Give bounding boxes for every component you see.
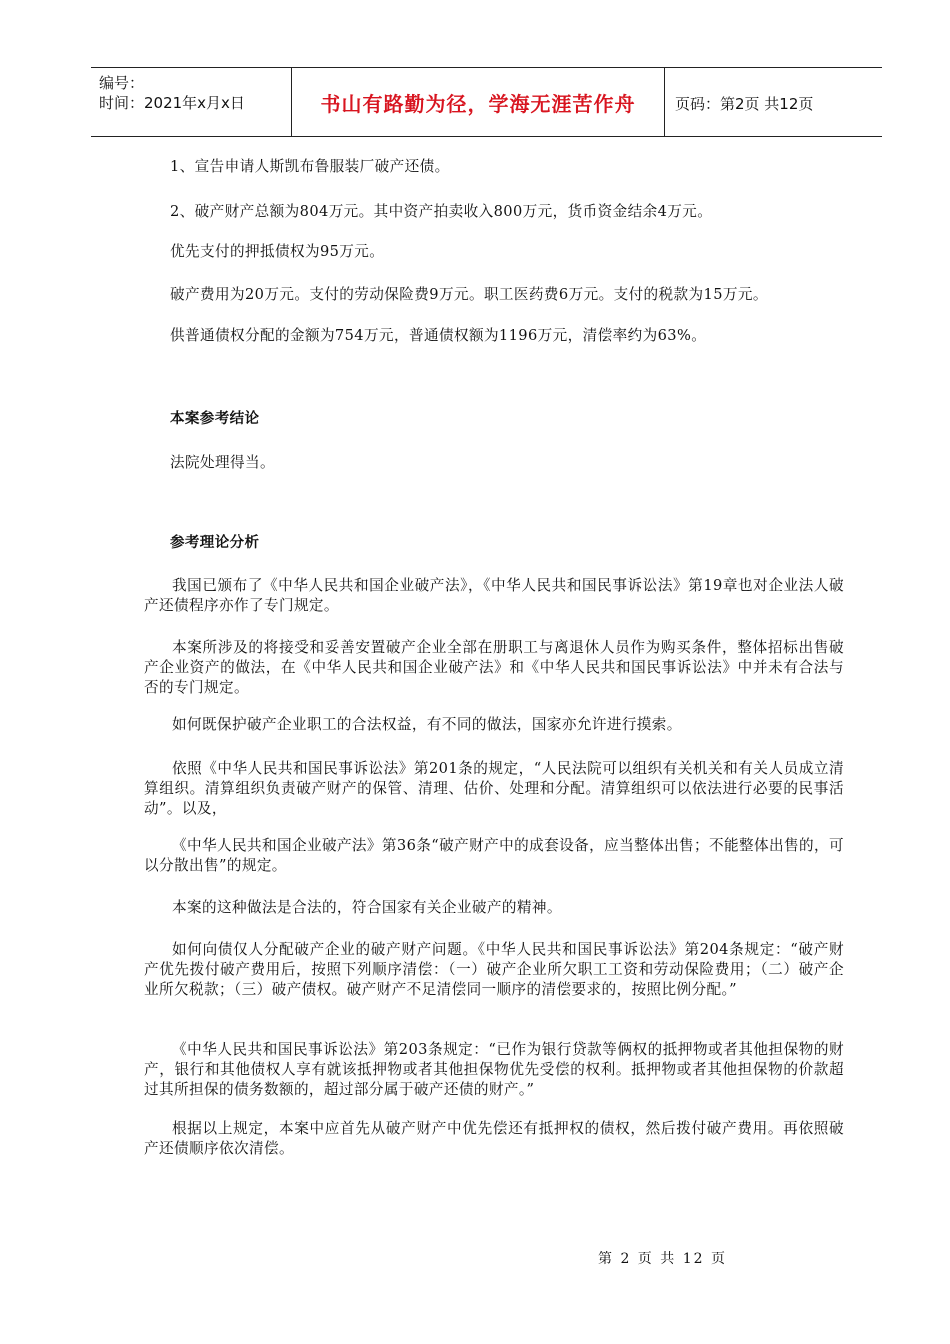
header-page-info: 页码：第2页 共12页 <box>675 95 814 113</box>
analysis-paragraph: 《中华人民共和国民事诉讼法》第203条规定：“已作为银行贷款等俩权的抵押物或者其他担保物的财产，银行和其他债权人享有就该抵押物或者其他担保物优先受偿的权利。抵押物或者其他担保物的价款超过其所担保的债务数额的，超过部分属于破产还债的财产。” <box>144 1041 844 1098</box>
analysis-paragraph: 《中华人民共和国企业破产法》第36条“破产财产中的成套设备，应当整体出售；不能整体出售的，可以分散出售”的规定。 <box>144 837 844 874</box>
conclusion-heading: 本案参考结论 <box>170 411 260 427</box>
result-item-1: 1、宣告申请人斯凯布鲁服装厂破产还债。 <box>170 158 450 175</box>
document-id-label: 编号： <box>99 74 145 92</box>
header-motto: 书山有路勤为径，学海无涯苦作舟 <box>292 68 665 136</box>
conclusion-text: 法院处理得当。 <box>170 454 275 471</box>
page-header <box>91 67 882 137</box>
result-item-5: 供普通债权分配的金额为754万元，普通债权额为1196万元，清偿率约为63%。 <box>170 327 707 344</box>
analysis-paragraph: 本案所涉及的将接受和妥善安置破产企业全部在册职工与离退休人员作为购买条件，整体招标出售破产企业资产的做法，在《中华人民共和国企业破产法》和《中华人民共和国民事诉讼法》中并未有合法与否的专门规定。 <box>144 639 844 696</box>
analysis-paragraph: 依照《中华人民共和国民事诉讼法》第201条的规定，“人民法院可以组织有关机关和有关人员成立清算组织。清算组织负责破产财产的保管、清理、估价、处理和分配。清算组织可以依法进行必要的民事活动”。以及， <box>144 760 844 817</box>
result-item-3: 优先支付的押抵债权为95万元。 <box>170 243 385 260</box>
analysis-paragraph: 本案的这种做法是合法的，符合国家有关企业破产的精神。 <box>172 899 562 916</box>
analysis-paragraph: 如何向债仅人分配破产企业的破产财产问题。《中华人民共和国民事诉讼法》第204条规定：“破产财产优先拨付破产费用后，按照下列顺序清偿：（一）破产企业所欠职工工资和劳动保险费用；（二）破产企业所欠税款；（三）破产债权。破产财产不足清偿同一顺序的清偿要求的，按照比例分配。” <box>144 941 844 998</box>
result-item-4: 破产费用为20万元。支付的劳动保险费9万元。职工医药费6万元。支付的税款为15万元。 <box>170 286 768 303</box>
page-footer: 第 2 页 共 12 页 <box>598 1251 727 1267</box>
document-time-label: 时间：2021年x月x日 <box>99 94 245 112</box>
analysis-paragraph: 我国已颁布了《中华人民共和国企业破产法》，《中华人民共和国民事诉讼法》第19章也对企业法人破产还债程序亦作了专门规定。 <box>144 577 844 614</box>
header-meta-cell <box>91 68 292 136</box>
analysis-paragraph: 如何既保护破产企业职工的合法权益，有不同的做法，国家亦允许进行摸索。 <box>172 716 682 733</box>
result-item-2: 2、破产财产总额为804万元。其中资产拍卖收入800万元，货币资金结余4万元。 <box>170 203 713 220</box>
analysis-heading: 参考理论分析 <box>170 535 260 551</box>
analysis-paragraph: 根据以上规定，本案中应首先从破产财产中优先偿还有抵押权的债权，然后拨付破产费用。再依照破产还债顺序依次清偿。 <box>144 1120 844 1157</box>
